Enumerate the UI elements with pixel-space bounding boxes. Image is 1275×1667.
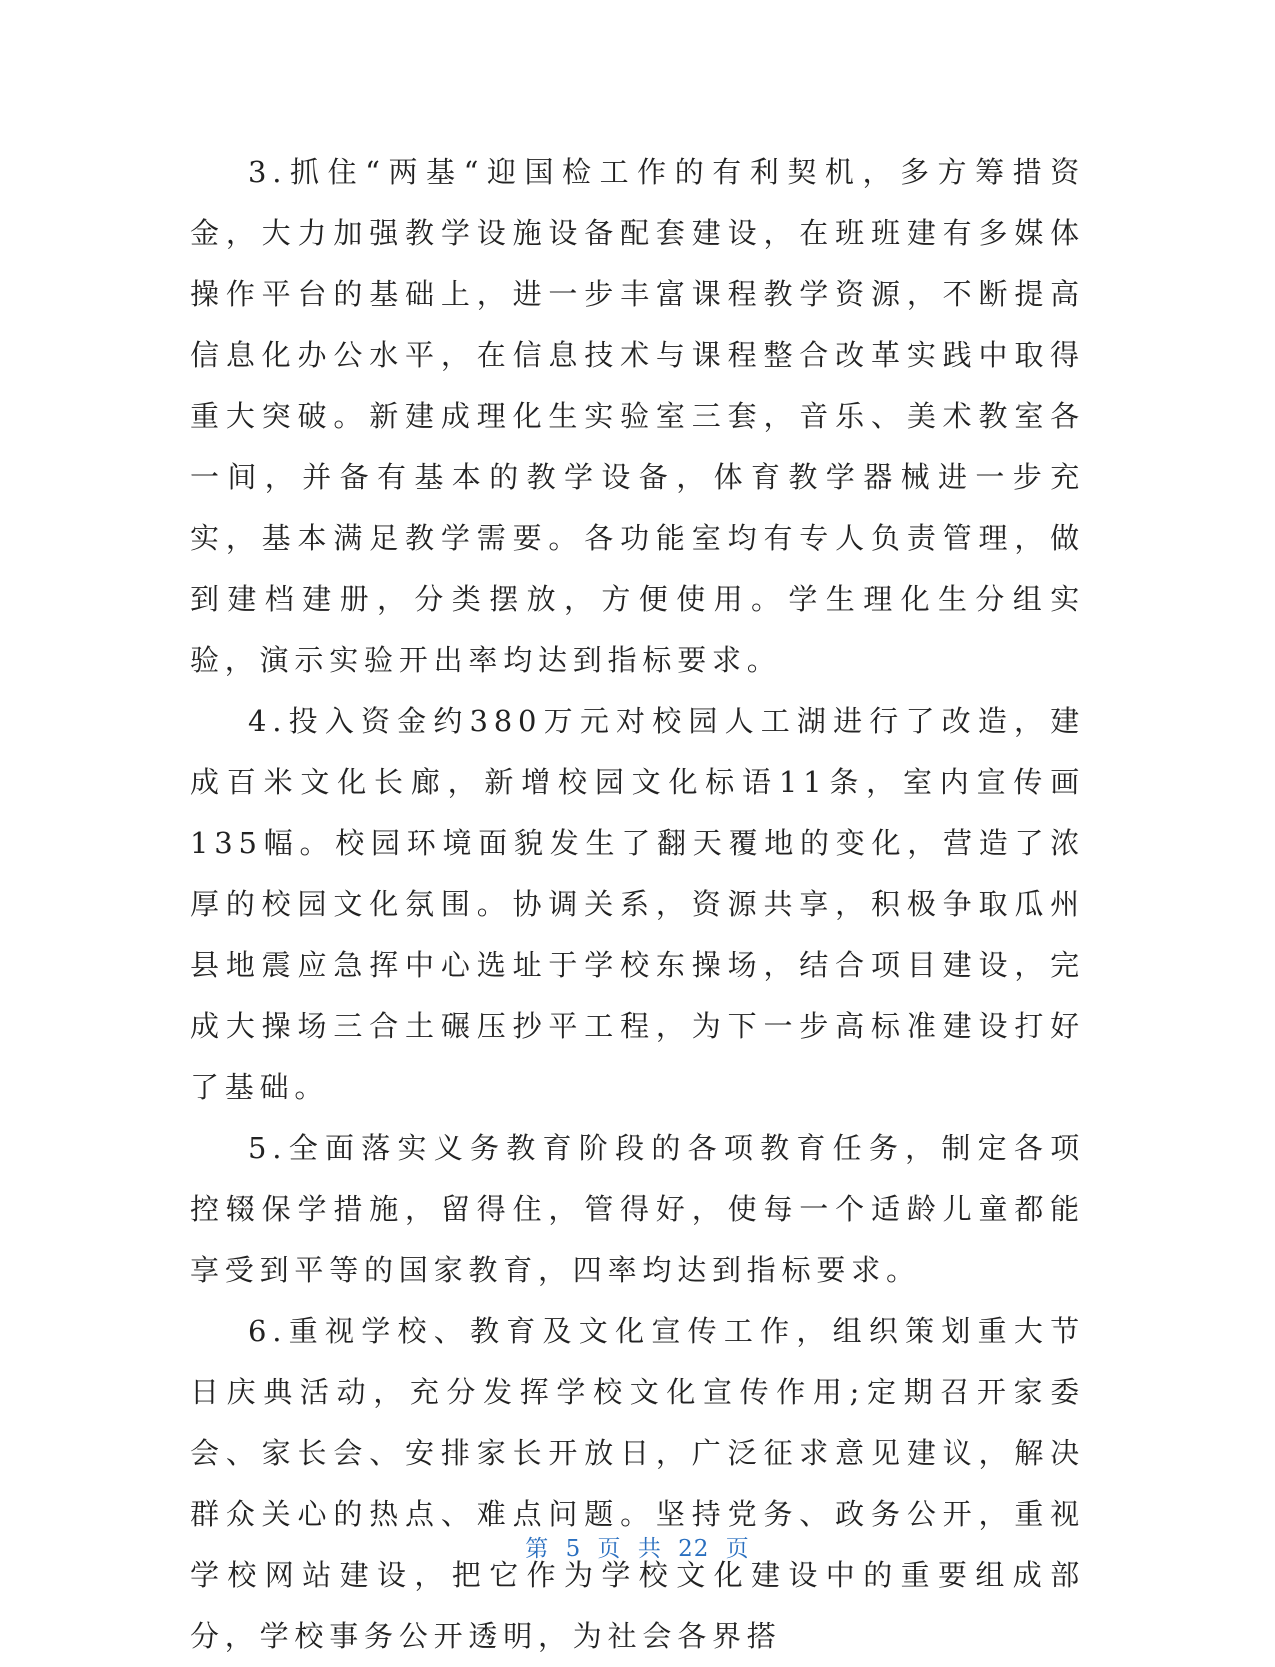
paragraph-4: 4.投入资金约380万元对校园人工湖进行了改造，建成百米文化长廊，新增校园文化标语11条，室内宣传画135幅。校园环境面貌发生了翻天覆地的变化，营造了浓厚的校园文化氛围。协调关系，资源共享，积极争取瓜州县地震应急挥中心选址于学校东操场，结合项目建设，完成大操场三合土碾压抄平工程，为下一步高标准建设打好了基础。 [190, 704, 1085, 1104]
footer-page-unit: 页 [597, 1536, 622, 1562]
document-body [190, 142, 1085, 1667]
footer-total-unit: 页 [725, 1536, 750, 1562]
footer-total-prefix: 共 [637, 1536, 662, 1562]
paragraph-3: 3.抓住“两基“迎国检工作的有利契机，多方筹措资金，大力加强教学设施设备配套建设，在班班建有多媒体操作平台的基础上，进一步丰富课程教学资源，不断提高信息化办公水平，在信息技术与课程整合改革实践中取得重大突破。新建成理化生实验室三套，音乐、美术教室各一间，并备有基本的教学设备，体育教学器械进一步充实，基本满足教学需要。各功能室均有专人负责管理，做到建档建册，分类摆放，方便使用。学生理化生分组实验，演示实验开出率均达到指标要求。 [190, 155, 1085, 677]
footer-current-page: 5 [565, 1536, 582, 1562]
page-footer [0, 1530, 1275, 1563]
paragraph-5: 5.全面落实义务教育阶段的各项教育任务，制定各项控辍保学措施，留得住，管得好，使每一个适龄儿童都能享受到平等的国家教育，四率均达到指标要求。 [190, 1131, 1085, 1287]
footer-total-pages: 22 [678, 1536, 710, 1562]
paragraph-6: 6.重视学校、教育及文化宣传工作，组织策划重大节日庆典活动，充分发挥学校文化宣传作用;定期召开家委会、家长会、安排家长开放日，广泛征求意见建议，解决群众关心的热点、难点问题。坚持党务、政务公开，重视学校网站建设，把它作为学校文化建设中的重要组成部分，学校事务公开透明，为社会各界搭 [190, 1314, 1085, 1653]
footer-prefix: 第 [525, 1536, 550, 1562]
